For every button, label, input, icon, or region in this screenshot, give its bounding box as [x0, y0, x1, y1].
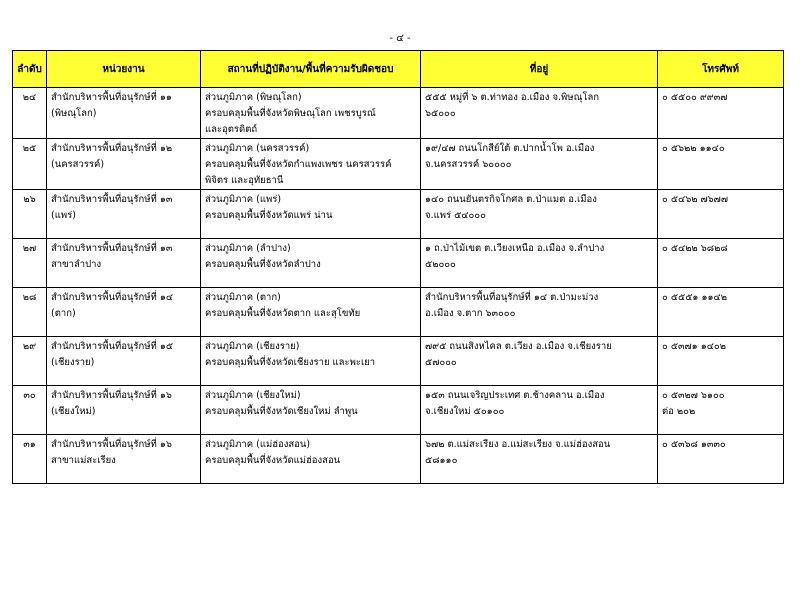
cell-phone — [658, 239, 784, 288]
cell-area-line: ส่วนภูมิภาค (เชียงใหม่) — [205, 390, 301, 401]
cell-phone — [658, 88, 784, 139]
cell-unit-line: สำนักบริหารพื้นที่อนุรักษ์ที่ ๑๒ — [51, 143, 173, 154]
cell-unit — [47, 435, 201, 484]
cell-address — [421, 88, 658, 139]
header-area: สถานที่ปฏิบัติงาน/พื้นที่ความรับผิดชอบ — [201, 51, 421, 88]
cell-area — [201, 239, 421, 288]
office-table — [12, 50, 784, 484]
cell-unit-line: (เชียงราย) — [51, 357, 95, 368]
table-row — [13, 337, 784, 386]
header-address: ที่อยู่ — [421, 51, 658, 88]
cell-area-line: ส่วนภูมิภาค (แม่ฮ่องสอน) — [205, 439, 311, 450]
cell-address-line: ๕๒๐๐๐ — [425, 259, 456, 270]
cell-no: ๒๕ — [13, 139, 47, 190]
cell-no: ๒๖ — [13, 190, 47, 239]
cell-address-line: ๑๙/๔๗ ถนนโกสีย์ใต้ ต.ปากน้ำโพ อ.เมือง — [425, 143, 595, 154]
cell-unit-line: สำนักบริหารพื้นที่อนุรักษ์ที่ ๑๖ — [51, 439, 172, 450]
header-phone: โทรศัพท์ — [658, 51, 784, 88]
cell-no: ๒๘ — [13, 288, 47, 337]
cell-address-line: ๕๗๐๐๐ — [425, 357, 457, 368]
cell-address — [421, 288, 658, 337]
cell-area-line: ส่วนภูมิภาค (ตาก) — [205, 292, 281, 303]
table-row — [13, 139, 784, 190]
cell-area-line: ครอบคลุมพื้นที่จังหวัดเชียงราย และพะเยา — [205, 357, 376, 368]
cell-area-line: ส่วนภูมิภาค (นครสวรรค์) — [205, 143, 310, 154]
cell-unit — [47, 88, 201, 139]
cell-area-line: ครอบคลุมพื้นที่จังหวัดพิษณุโลก เพชรบูรณ์ — [205, 108, 376, 119]
cell-area-line: ส่วนภูมิภาค (เชียงราย) — [205, 341, 300, 352]
cell-unit-line: สำนักบริหารพื้นที่อนุรักษ์ที่ ๑๖ — [51, 390, 172, 401]
header-no: ลำดับ — [13, 51, 47, 88]
table-header-row — [13, 51, 784, 88]
cell-phone — [658, 386, 784, 435]
table-row — [13, 88, 784, 139]
cell-address-line: ๗๙๕ ถนนสิงหไคล ต.เวียง อ.เมือง จ.เชียงราย — [425, 341, 612, 352]
cell-no: ๒๔ — [13, 88, 47, 139]
cell-unit-line: สำนักบริหารพื้นที่อนุรักษ์ที่ ๑๔ — [51, 292, 174, 303]
table-row — [13, 190, 784, 239]
cell-area — [201, 386, 421, 435]
cell-address — [421, 386, 658, 435]
cell-phone — [658, 435, 784, 484]
cell-address-line: อ.เมือง จ.ตาก ๖๓๐๐๐ — [425, 308, 516, 319]
cell-address-line: ๑๔๐ ถนนยันตรกิจโกศล ต.ป่าแมต อ.เมือง — [425, 194, 597, 205]
cell-area-line: ส่วนภูมิภาค (พิษณุโลก) — [205, 92, 302, 103]
table-row — [13, 386, 784, 435]
cell-area — [201, 190, 421, 239]
table-row — [13, 288, 784, 337]
cell-unit — [47, 288, 201, 337]
cell-address-line: ๖๗๒ ต.แม่สะเรียง อ.แม่สะเรียง จ.แม่ฮ่องสอน — [425, 439, 611, 450]
cell-area-line: ส่วนภูมิภาค (แพร่) — [205, 194, 282, 205]
header-unit: หน่วยงาน — [47, 51, 201, 88]
cell-area — [201, 288, 421, 337]
cell-address — [421, 435, 658, 484]
cell-address-line: ๕๕๕ หมู่ที่ ๖ ต.ท่าทอง อ.เมือง จ.พิษณุโลก — [425, 92, 600, 103]
cell-phone-line: ๐ ๕๔๖๒ ๗๖๗๗ — [662, 194, 728, 205]
cell-no: ๓๑ — [13, 435, 47, 484]
cell-address-line: ๖๕๐๐๐ — [425, 108, 456, 119]
cell-no: ๓๐ — [13, 386, 47, 435]
cell-phone — [658, 139, 784, 190]
cell-address-line: ๕๘๑๑๐ — [425, 455, 458, 466]
cell-area-line: ครอบคลุมพื้นที่จังหวัดลำปาง — [205, 259, 321, 270]
cell-area — [201, 337, 421, 386]
cell-address — [421, 239, 658, 288]
cell-area-line: ครอบคลุมพื้นที่จังหวัดแพร่ น่าน — [205, 210, 333, 221]
cell-unit-line: (นครสวรรค์) — [51, 159, 105, 170]
cell-unit — [47, 386, 201, 435]
cell-phone-line: ๐ ๕๔๒๒ ๖๘๒๘ — [662, 243, 728, 254]
cell-area — [201, 88, 421, 139]
cell-phone-line: ๐ ๕๕๐๐ ๙๙๓๗ — [662, 92, 728, 103]
cell-address — [421, 190, 658, 239]
cell-address-line: ๑๕๓ ถนนเจริญประเทศ ต.ช้างคลาน อ.เมือง — [425, 390, 605, 401]
cell-phone — [658, 337, 784, 386]
cell-unit-line: สำนักบริหารพื้นที่อนุรักษ์ที่ ๑๑ — [51, 92, 172, 103]
cell-unit-line: สำนักบริหารพื้นที่อนุรักษ์ที่ ๑๓ — [51, 194, 173, 205]
cell-address — [421, 139, 658, 190]
cell-address-line: จ.เชียงใหม่ ๕๐๑๐๐ — [425, 406, 505, 417]
cell-area — [201, 139, 421, 190]
cell-area-line: พิจิตร และอุทัยธานี — [205, 175, 284, 186]
cell-unit-line: สำนักบริหารพื้นที่อนุรักษ์ที่ ๑๓ — [51, 243, 173, 254]
cell-address-line: สำนักบริหารพื้นที่อนุรักษ์ที่ ๑๔ ต.ป่ามะม่วง — [425, 292, 599, 303]
cell-phone-line: ๐ ๕๕๕๑ ๑๑๔๒ — [662, 292, 727, 303]
cell-area-line: ครอบคลุมพื้นที่จังหวัดกำแพงเพชร นครสวรรค์ — [205, 159, 392, 170]
cell-address — [421, 337, 658, 386]
cell-area-line: ครอบคลุมพื้นที่จังหวัดแม่ฮ่องสอน — [205, 455, 341, 466]
cell-phone-line: ๐ ๕๖๒๒ ๑๑๔๐ — [662, 143, 725, 154]
cell-unit — [47, 337, 201, 386]
cell-phone-line: ๐ ๕๓๖๘ ๑๓๓๐ — [662, 439, 726, 450]
cell-unit-line: สาขาลำปาง — [51, 259, 102, 270]
cell-phone-line: ๐ ๕๓๗๑ ๑๔๐๒ — [662, 341, 726, 352]
cell-area — [201, 435, 421, 484]
cell-area-line: และอุตรดิตถ์ — [205, 124, 258, 135]
cell-unit-line: สาขาแม่สะเรียง — [51, 455, 116, 466]
cell-address-line: จ.นครสวรรค์ ๖๐๐๐๐ — [425, 159, 512, 170]
cell-no: ๒๗ — [13, 239, 47, 288]
cell-unit-line: สำนักบริหารพื้นที่อนุรักษ์ที่ ๑๕ — [51, 341, 174, 352]
cell-unit — [47, 139, 201, 190]
cell-phone-line: ๐ ๕๓๒๗ ๖๑๐๐ — [662, 390, 725, 401]
cell-phone — [658, 190, 784, 239]
cell-area-line: ครอบคลุมพื้นที่จังหวัดตาก และสุโขทัย — [205, 308, 361, 319]
cell-area-line: ครอบคลุมพื้นที่จังหวัดเชียงใหม่ ลำพูน — [205, 406, 358, 417]
cell-unit-line: (ตาก) — [51, 308, 76, 319]
cell-no: ๒๙ — [13, 337, 47, 386]
cell-unit-line: (แพร่) — [51, 210, 76, 221]
cell-unit-line: (เชียงใหม่) — [51, 406, 96, 417]
cell-phone-line: ต่อ ๒๐๒ — [662, 406, 696, 417]
table-row — [13, 239, 784, 288]
table-row — [13, 435, 784, 484]
cell-unit — [47, 239, 201, 288]
cell-address-line: จ.แพร่ ๕๔๐๐๐ — [425, 210, 486, 221]
cell-unit-line: (พิษณุโลก) — [51, 108, 97, 119]
cell-phone — [658, 288, 784, 337]
cell-area-line: ส่วนภูมิภาค (ลำปาง) — [205, 243, 291, 254]
cell-address-line: ๑ ถ.ป่าไม้เขต ต.เวียงเหนือ อ.เมือง จ.ลำปาง — [425, 243, 605, 254]
page-number: - ๔ - — [389, 33, 411, 44]
cell-unit — [47, 190, 201, 239]
